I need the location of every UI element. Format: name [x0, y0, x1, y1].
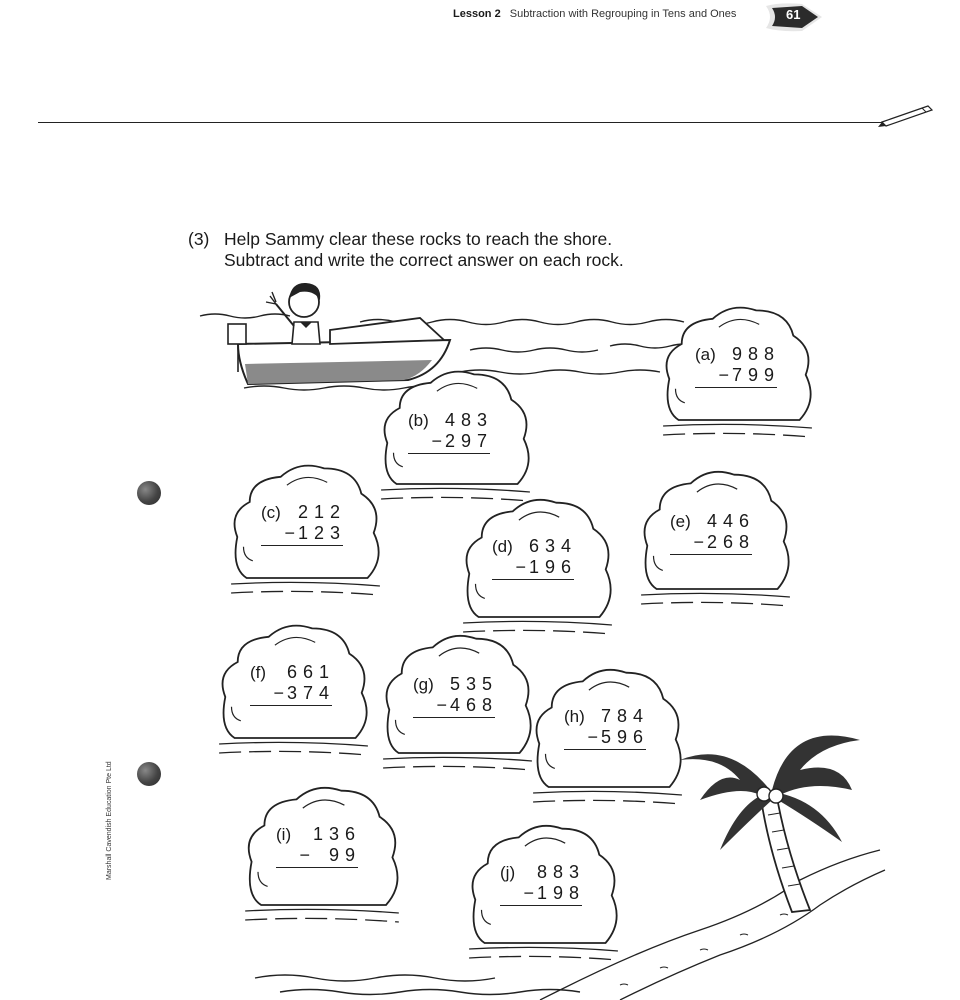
- problem-g: [413, 674, 495, 718]
- water-ripple: [245, 918, 399, 922]
- digit: 8: [552, 862, 563, 882]
- water-ripple: [245, 909, 399, 913]
- digit: 9: [747, 365, 758, 385]
- water-ripple: [469, 956, 618, 960]
- minus-sign: −: [431, 431, 442, 451]
- water-ripple: [533, 791, 682, 795]
- digit: 4: [444, 410, 455, 430]
- minus-sign: −: [299, 845, 310, 865]
- problem-b: [408, 410, 490, 454]
- digit: 1: [528, 557, 539, 577]
- digit: 7: [731, 365, 742, 385]
- digit: 6: [632, 727, 643, 747]
- copyright-note: Marshall Cavendish Education Pte Ltd: [106, 761, 113, 880]
- lesson-label: Lesson 2: [453, 8, 501, 20]
- water-ripple: [641, 602, 790, 606]
- digit: 4: [449, 695, 460, 715]
- problem-i-label: (i): [276, 825, 292, 844]
- palm-tree-illustration: [680, 736, 860, 912]
- rock-j: [466, 820, 621, 965]
- digit: 5: [449, 674, 460, 694]
- rock-i: [242, 782, 402, 927]
- minus-sign: −: [718, 365, 729, 385]
- digit: 8: [616, 706, 627, 726]
- digit: 4: [560, 536, 571, 556]
- digit: 9: [763, 365, 774, 385]
- digit: 4: [722, 511, 733, 531]
- digit: 2: [706, 532, 717, 552]
- problem-d: [492, 536, 574, 580]
- digit: 8: [568, 883, 579, 903]
- water-ripple: [231, 591, 380, 595]
- digit: 9: [460, 431, 471, 451]
- digit: 8: [460, 410, 471, 430]
- minus-sign: −: [523, 883, 534, 903]
- digit: 9: [544, 557, 555, 577]
- digit: 6: [465, 695, 476, 715]
- digit: 9: [552, 883, 563, 903]
- digit: 6: [738, 511, 749, 531]
- digit: 3: [465, 674, 476, 694]
- instruction-line-2: Subtract and write the correct answer on each rock.: [224, 250, 624, 270]
- digit: 8: [481, 695, 492, 715]
- problem-c: [261, 502, 343, 546]
- digit: 6: [528, 536, 539, 556]
- digit: 3: [286, 683, 297, 703]
- digit: 4: [632, 706, 643, 726]
- water-ripple: [463, 621, 612, 625]
- digit: 9: [616, 727, 627, 747]
- water-ripple: [383, 766, 532, 770]
- water-ripple: [533, 800, 682, 804]
- water-ripple: [663, 433, 812, 437]
- rock-c: [228, 460, 383, 600]
- digit: 6: [286, 662, 297, 682]
- problem-h: [564, 706, 646, 750]
- minus-sign: −: [436, 695, 447, 715]
- digit: 9: [731, 344, 742, 364]
- digit: 4: [706, 511, 717, 531]
- digit: 4: [318, 683, 329, 703]
- digit: 8: [763, 344, 774, 364]
- water-ripple: [381, 488, 530, 492]
- lesson-title: Subtraction with Regrouping in Tens and Ones: [509, 8, 737, 20]
- water-ripple: [219, 742, 368, 746]
- minus-sign: −: [693, 532, 704, 552]
- water-ripple: [663, 424, 812, 428]
- digit: 1: [312, 824, 323, 844]
- rock-a: [660, 302, 815, 442]
- problem-j-label: (j): [500, 863, 516, 882]
- digit: 3: [476, 410, 487, 430]
- problem-j: [500, 862, 582, 906]
- digit: 9: [328, 845, 339, 865]
- rock-d: [460, 494, 615, 639]
- digit: 3: [328, 824, 339, 844]
- digit: 1: [297, 523, 308, 543]
- rock-f: [216, 620, 371, 760]
- digit: 7: [600, 706, 611, 726]
- water-ripple: [231, 582, 380, 586]
- digit: 3: [544, 536, 555, 556]
- digit: 6: [302, 662, 313, 682]
- rock-h: [530, 664, 685, 809]
- minus-sign: −: [587, 727, 598, 747]
- problem-c-label: (c): [261, 503, 281, 522]
- problem-a: [695, 344, 777, 388]
- problem-d-label: (d): [492, 537, 513, 556]
- digit: 5: [600, 727, 611, 747]
- digit: 2: [329, 502, 340, 522]
- water-ripple: [219, 751, 368, 755]
- digit: 5: [481, 674, 492, 694]
- problem-b-label: (b): [408, 411, 429, 430]
- digit: 7: [302, 683, 313, 703]
- digit: 1: [313, 502, 324, 522]
- digit: 2: [297, 502, 308, 522]
- digit: 2: [313, 523, 324, 543]
- digit: 8: [536, 862, 547, 882]
- digit: 1: [318, 662, 329, 682]
- digit: 7: [476, 431, 487, 451]
- digit: 3: [329, 523, 340, 543]
- rock-b: [378, 366, 533, 506]
- page-number: 61: [786, 7, 801, 22]
- problem-f: [250, 662, 332, 706]
- digit: 3: [568, 862, 579, 882]
- problem-a-label: (a): [695, 345, 716, 364]
- digit: 6: [722, 532, 733, 552]
- problem-g-label: (g): [413, 675, 434, 694]
- digit: 8: [738, 532, 749, 552]
- water-ripple: [469, 947, 618, 951]
- minus-sign: −: [284, 523, 295, 543]
- digit: 8: [747, 344, 758, 364]
- digit: 6: [344, 824, 355, 844]
- minus-sign: −: [515, 557, 526, 577]
- problem-f-label: (f): [250, 663, 267, 682]
- problem-h-label: (h): [564, 707, 585, 726]
- question-number: (3): [188, 229, 210, 249]
- minus-sign: −: [273, 683, 284, 703]
- digit: 6: [560, 557, 571, 577]
- problem-i: [276, 824, 358, 868]
- problem-e-label: (e): [670, 512, 691, 531]
- digit: 9: [344, 845, 355, 865]
- instruction-line-1: Help Sammy clear these rocks to reach the shore.: [224, 229, 613, 249]
- problem-e: [670, 511, 752, 555]
- water-ripple: [641, 593, 790, 597]
- digit: 1: [536, 883, 547, 903]
- water-ripple: [383, 757, 532, 761]
- rock-e: [638, 466, 793, 611]
- rock-g: [380, 630, 535, 775]
- digit: 2: [444, 431, 455, 451]
